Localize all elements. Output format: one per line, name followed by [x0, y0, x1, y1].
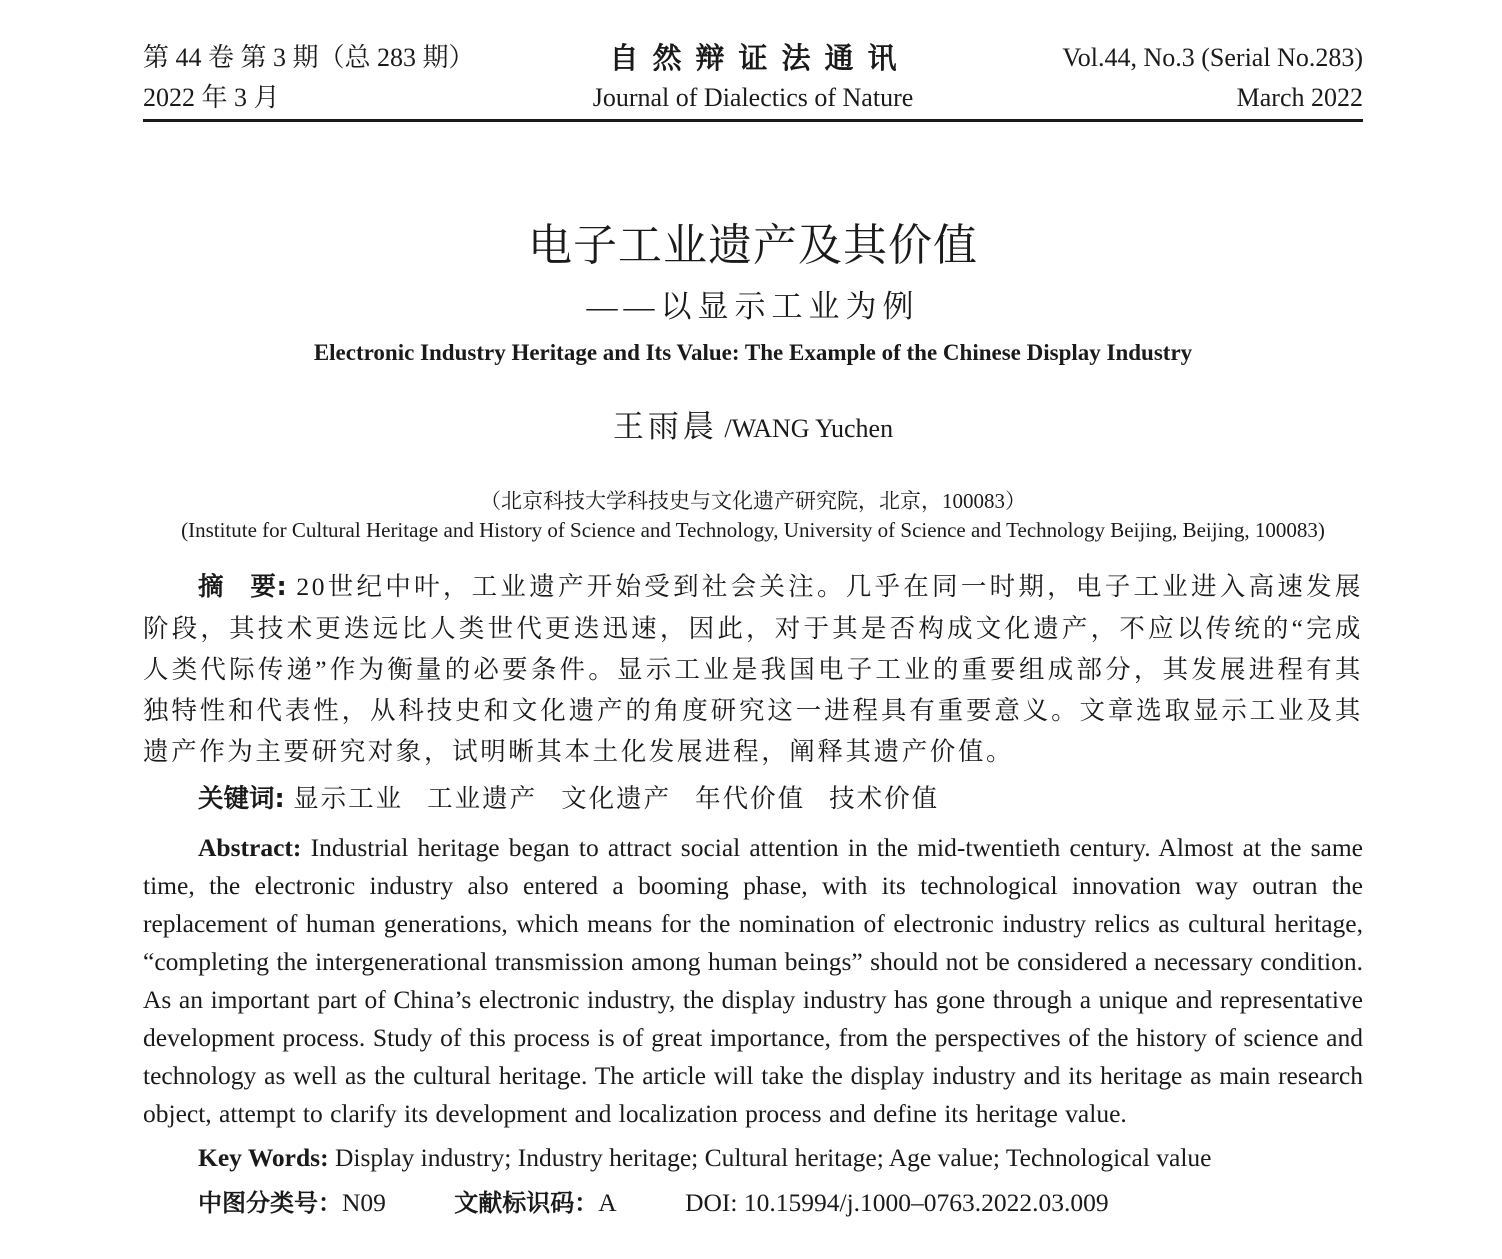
keywords-cn — [143, 782, 1363, 816]
affiliation-cn: （北京科技大学科技史与文化遗产研究院，北京，100083） — [480, 489, 1026, 513]
clc-number — [198, 1188, 386, 1217]
article-title-en: Electronic Industry Heritage and Its Value: The Example of the Chinese Display Industry — [313, 340, 1193, 365]
abstract-en-label: Abstract: — [198, 833, 302, 862]
keyword-cn-item: 显示工业 — [293, 784, 404, 813]
author-line — [143, 408, 1363, 448]
issue-cn: 第 44 卷 第 3 期（总 283 期） — [143, 43, 475, 72]
document-code-label: 文献标识码： — [454, 1189, 599, 1217]
header-divider — [143, 119, 1363, 122]
document-code-value: A — [598, 1188, 617, 1217]
article-title-cn: 电子工业遗产及其价值 — [528, 221, 978, 270]
keyword-cn-item: 年代价值 — [695, 784, 806, 813]
keyword-cn-item: 文化遗产 — [561, 784, 672, 813]
keyword-cn-item: 技术价值 — [829, 784, 940, 813]
journal-title-cn: 自然辩证法通讯 — [609, 41, 911, 75]
keyword-cn-item: 工业遗产 — [427, 784, 538, 813]
date-cn: 2022 年 3 月 — [143, 83, 280, 112]
keywords-en-text: Display industry; Industry heritage; Cultural heritage; Age value; Technological value — [328, 1143, 1212, 1172]
keywords-en-label: Key Words: — [198, 1143, 329, 1172]
author-name-en: /WANG Yuchen — [717, 414, 894, 443]
document-code — [454, 1188, 616, 1217]
abstract-cn-label: 摘 要: — [198, 572, 287, 602]
clc-value: N09 — [342, 1188, 386, 1217]
abstract-cn-text: 20世纪中叶，工业遗产开始受到社会关注。几乎在同一时期，电子工业进入高速发展阶段，其技术更迭远比人类世代更迭迅速，因此，对于其是否构成文化遗产，不应以传统的“完成人类代际传递”作为衡量的必要条件。显示工业是我国电子工业的重要组成部分，其发展进程有其独特性和代表性，从科技史和文化遗产的角度研究这一进程具有重要意义。文章选取显示工业及其遗产作为主要研究对象，试明晰其本土化发展进程，阐释其遗产价值。 — [143, 572, 1364, 766]
doi: DOI: 10.15994/j.1000–0763.2022.03.009 — [685, 1188, 1109, 1217]
paper-page — [143, 0, 1363, 1259]
affiliation-en: (Institute for Cultural Heritage and History of Science and Technology, University of Science and Technology Beijing, Beijing, 100083) — [181, 518, 1325, 542]
clc-label: 中图分类号： — [198, 1189, 342, 1217]
abstract-en — [143, 829, 1363, 1133]
author-name-cn: 王雨晨 — [612, 409, 718, 444]
article-subtitle-cn: ——以显示工业为例 — [586, 289, 920, 324]
date-en: March 2022 — [1236, 83, 1363, 112]
classification-row — [198, 1186, 1109, 1220]
keywords-cn-label: 关键词: — [198, 784, 285, 814]
abstract-en-text: Industrial heritage began to attract social attention in the mid-twentieth century. Almost at the same time, the electronic industry also entered a booming phase, with its technological innovation way outran the replacement of human generations, which means for the nomination of electronic industry relics as cultural heritage, “completing the intergenerational transmission among human beings” should not be considered a necessary condition. As an important part of China’s electronic industry, the display industry has gone through a unique and representative development process. Study of this process is of great importance, from the perspectives of the history of science and technology as well as the cultural heritage. The article will take the display industry and its heritage as main research object, attempt to clarify its development and localization process and define its heritage value. — [143, 833, 1363, 1128]
volume-en: Vol.44, No.3 (Serial No.283) — [1062, 43, 1363, 72]
keywords-en — [143, 1141, 1363, 1175]
abstract-cn — [143, 566, 1363, 772]
journal-title-en: Journal of Dialectics of Nature — [592, 83, 914, 112]
